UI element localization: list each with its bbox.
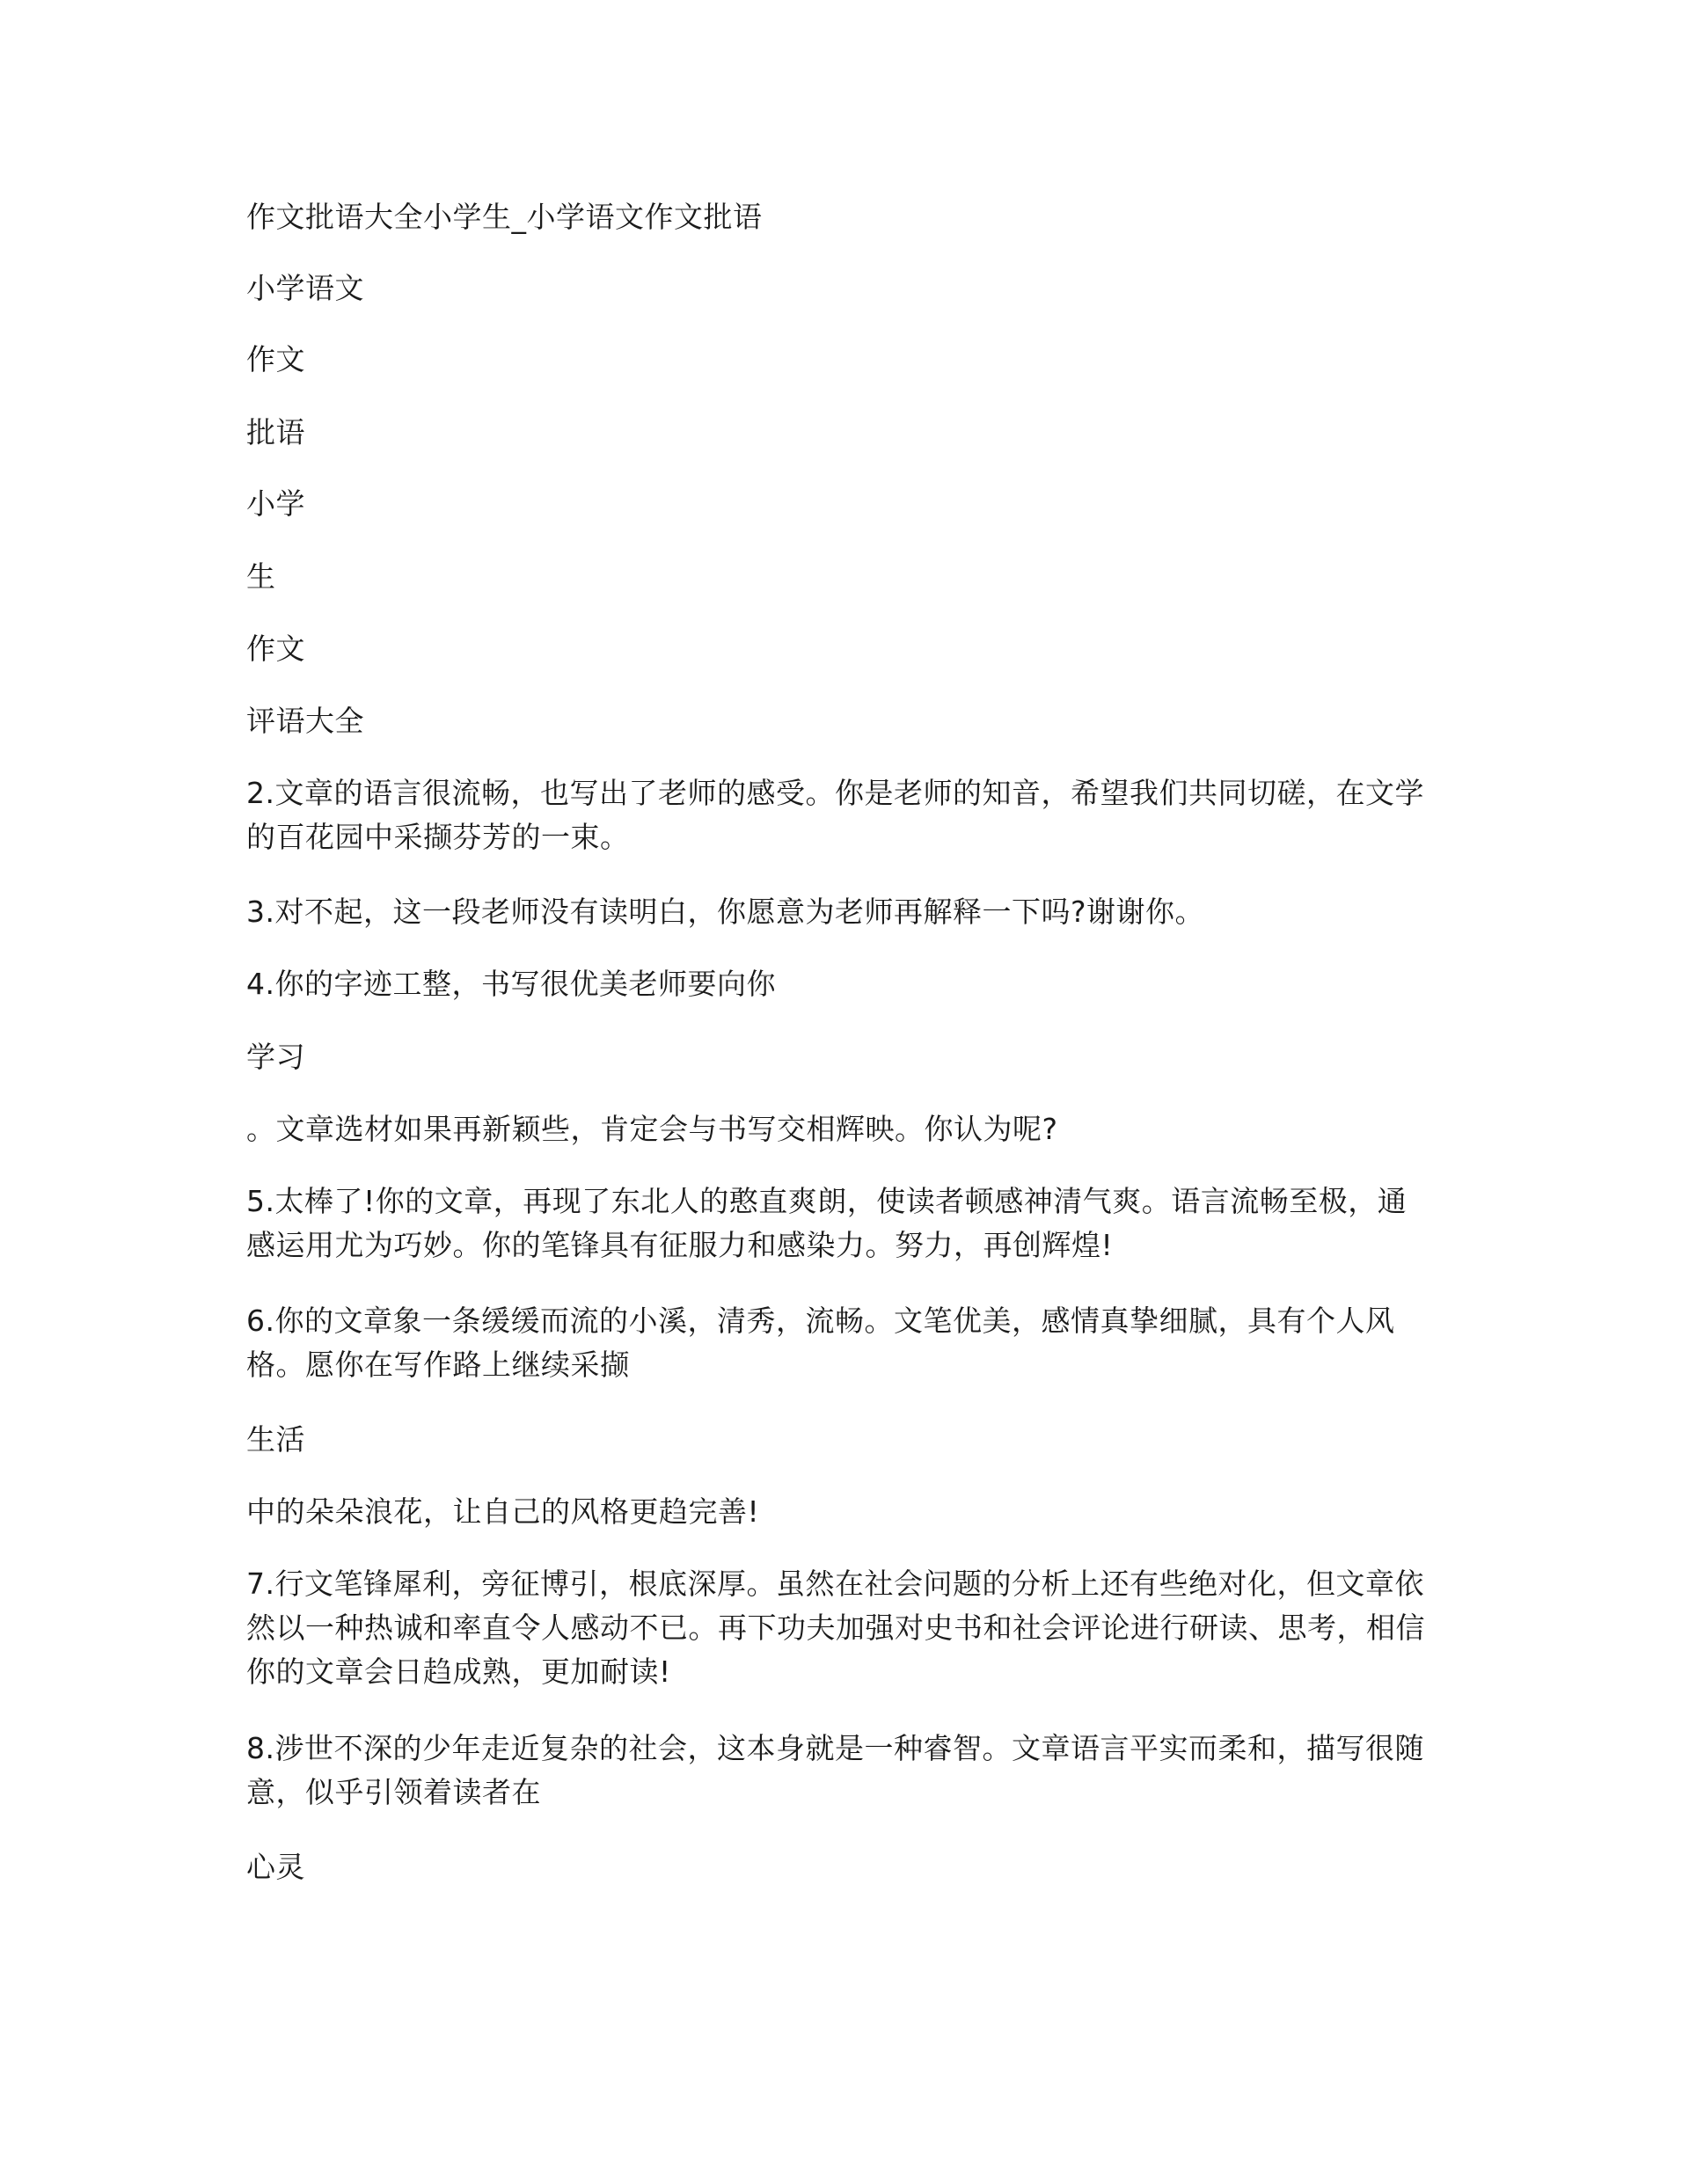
comment-paragraph: 8.涉世不深的少年走近复杂的社会，这本身就是一种睿智。文章语言平实而柔和，描写很随意，似乎引领着读者在 [246, 1731, 1424, 1809]
keyword-line: 作文 [246, 342, 305, 376]
keyword-line: 评语大全 [246, 704, 364, 738]
keyword-line: 生 [246, 559, 276, 594]
comment-paragraph: 7.行文笔锋犀利，旁征博引，根底深厚。虽然在社会问题的分析上还有些绝对化，但文章依然以一种热诚和率直令人感动不已。再下功夫加强对史书和社会评论进行研读、思考，相信你的文章会日趋成熟，更加耐读! [246, 1567, 1425, 1689]
comment-paragraph: 心灵 [246, 1850, 305, 1884]
comment-paragraph: 学习 [246, 1040, 305, 1074]
comment-paragraph: 中的朵朵浪花，让自己的风格更趋完善! [246, 1494, 760, 1529]
comment-paragraph: 。文章选材如果再新颖些，肯定会与书写交相辉映。你认为呢? [246, 1112, 1058, 1146]
comment-paragraph: 生活 [246, 1422, 305, 1457]
comment-paragraph: 5.太棒了!你的文章，再现了东北人的憨直爽朗，使读者顿感神清气爽。语言流畅至极，通感运用尤为巧妙。你的笔锋具有征服力和感染力。努力，再创辉煌! [246, 1184, 1408, 1262]
comment-paragraph: 2.文章的语言很流畅，也写出了老师的感受。你是老师的知音，希望我们共同切磋，在文学的百花园中采撷芬芳的一束。 [246, 776, 1424, 854]
keyword-line: 小学语文 [246, 271, 364, 305]
keyword-line: 小学 [246, 486, 305, 521]
keyword-line: 作文 [246, 632, 305, 666]
comment-paragraph: 6.你的文章象一条缓缓而流的小溪，清秀，流畅。文笔优美，感情真挚细腻，具有个人风格。愿你在写作路上继续采撷 [246, 1304, 1395, 1382]
comment-paragraph: 4.你的字迹工整，书写很优美老师要向你 [246, 967, 776, 1001]
keyword-line: 批语 [246, 415, 305, 449]
document-title: 作文批语大全小学生_小学语文作文批语 [246, 200, 763, 234]
comment-paragraph: 3.对不起，这一段老师没有读明白，你愿意为老师再解释一下吗?谢谢你。 [246, 895, 1205, 929]
